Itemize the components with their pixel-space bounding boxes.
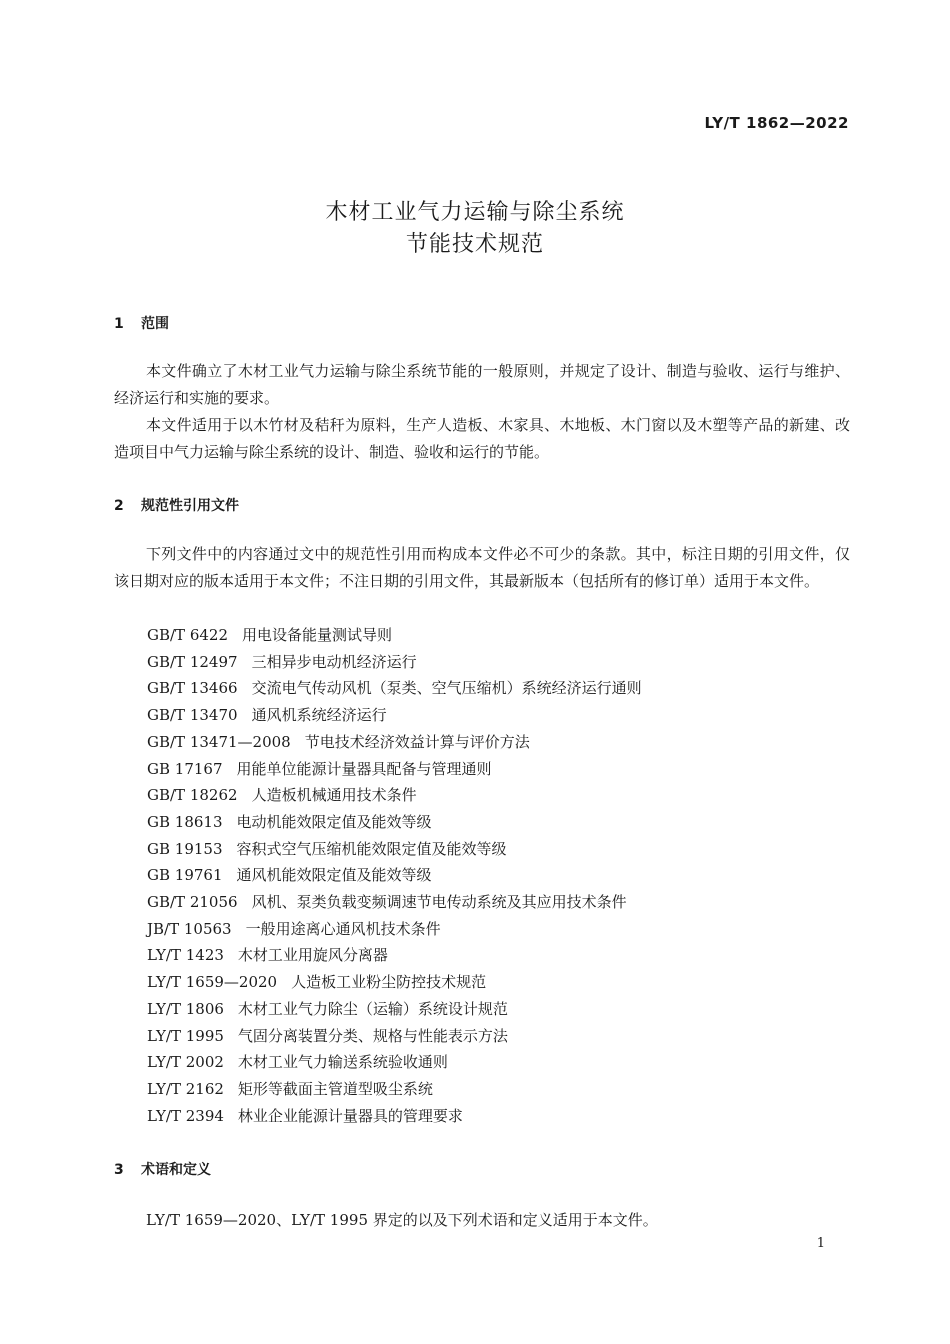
reference-item: [147, 1076, 642, 1103]
reference-title: 气固分离装置分类、规格与性能表示方法: [237, 1026, 508, 1045]
reference-item: [147, 836, 642, 863]
reference-title: 一般用途离心通风机技术条件: [245, 919, 441, 938]
document-title: [0, 197, 950, 261]
reference-code: GB 19153: [147, 839, 223, 858]
reference-title: 木材工业气力除尘（运输）系统设计规范: [237, 999, 508, 1018]
reference-title: 人造板机械通用技术条件: [251, 786, 417, 805]
standard-code: LY/T 1862—2022: [704, 114, 849, 132]
reference-code: GB/T 18262: [147, 786, 238, 805]
section-number: 1: [114, 316, 124, 332]
reference-code: LY/T 1995: [147, 1026, 224, 1045]
reference-title: 电动机能效限定值及能效等级: [236, 812, 432, 831]
section-2-intro: 下列文件中的内容通过文中的规范性引用而构成本文件必不可少的条款。其中，标注日期的引用文件，仅该日期对应的版本适用于本文件；不注日期的引用文件，其最新版本（包括所有的修订单）适用于本文件。: [114, 545, 850, 590]
section-1-heading: [114, 313, 169, 333]
reference-item: [147, 916, 642, 943]
reference-title: 节电技术经济效益计算与评价方法: [304, 732, 530, 751]
reference-code: GB 17167: [147, 759, 223, 778]
reference-code: GB 19761: [147, 866, 223, 885]
reference-code: LY/T 1659—2020: [147, 973, 278, 992]
section-title: 范围: [141, 316, 169, 332]
reference-item: [147, 756, 642, 783]
reference-title: 通风机能效限定值及能效等级: [236, 866, 432, 885]
title-line-1: 木材工业气力运输与除尘系统: [325, 200, 625, 225]
reference-title: 矩形等截面主管道型吸尘系统: [237, 1079, 433, 1098]
reference-item: [147, 675, 642, 702]
reference-code: GB/T 21056: [147, 893, 238, 912]
reference-code: GB/T 13466: [147, 679, 238, 698]
reference-code: LY/T 2002: [147, 1053, 224, 1072]
reference-code: GB/T 13471—2008: [147, 732, 291, 751]
reference-code: JB/T 10563: [147, 919, 232, 938]
reference-item: [147, 782, 642, 809]
page-number: 1: [816, 1236, 825, 1251]
section-3-intro: LY/T 1659—2020、LY/T 1995 界定的以及下列术语和定义适用于本文件。: [146, 1211, 658, 1229]
reference-item: [147, 969, 642, 996]
reference-title: 容积式空气压缩机能效限定值及能效等级: [236, 839, 507, 858]
reference-title: 人造板工业粉尘防控技术规范: [291, 973, 487, 992]
reference-item: [147, 862, 642, 889]
reference-item: [147, 1023, 642, 1050]
reference-item: [147, 622, 642, 649]
reference-code: LY/T 1806: [147, 999, 224, 1018]
reference-item: [147, 649, 642, 676]
reference-item: [147, 889, 642, 916]
reference-title: 风机、泵类负载变频调速节电传动系统及其应用技术条件: [251, 893, 627, 912]
section-1-paragraph-1: 本文件确立了木材工业气力运输与除尘系统节能的一般原则，并规定了设计、制造与验收、运行与维护、经济运行和实施的要求。: [114, 362, 850, 407]
reference-title: 木材工业气力输送系统验收通则: [237, 1053, 448, 1072]
reference-code: LY/T 2394: [147, 1106, 224, 1125]
reference-code: GB/T 6422: [147, 626, 229, 644]
section-1-paragraph-2: 本文件适用于以木竹材及秸秆为原料，生产人造板、木家具、木地板、木门窗以及木塑等产品的新建、改造项目中气力运输与除尘系统的设计、制造、验收和运行的节能。: [114, 416, 850, 461]
reference-item: [147, 1103, 642, 1130]
reference-item: [147, 809, 642, 836]
section-number: 2: [114, 498, 124, 514]
reference-title: 通风机系统经济运行: [251, 706, 387, 725]
reference-code: GB/T 12497: [147, 652, 238, 671]
title-line-2: 节能技术规范: [405, 232, 544, 257]
reference-list: [147, 622, 642, 1129]
reference-title: 用能单位能源计量器具配备与管理通则: [236, 759, 492, 778]
reference-title: 用电设备能量测试导则: [242, 626, 393, 644]
reference-title: 交流电气传动风机（泵类、空气压缩机）系统经济运行通则: [251, 679, 642, 698]
reference-code: LY/T 1423: [147, 946, 224, 965]
section-title: 规范性引用文件: [141, 498, 239, 514]
reference-item: [147, 996, 642, 1023]
reference-title: 木材工业用旋风分离器: [237, 946, 388, 965]
reference-item: [147, 942, 642, 969]
section-3-heading: [114, 1159, 211, 1179]
reference-code: LY/T 2162: [147, 1079, 224, 1098]
section-title: 术语和定义: [141, 1162, 211, 1178]
reference-title: 林业企业能源计量器具的管理要求: [237, 1106, 463, 1125]
reference-code: GB 18613: [147, 812, 223, 831]
section-2-heading: [114, 495, 239, 515]
reference-title: 三相异步电动机经济运行: [251, 652, 417, 671]
reference-item: [147, 1049, 642, 1076]
reference-item: [147, 729, 642, 756]
reference-code: GB/T 13470: [147, 706, 238, 725]
reference-item: [147, 702, 642, 729]
section-number: 3: [114, 1162, 124, 1178]
